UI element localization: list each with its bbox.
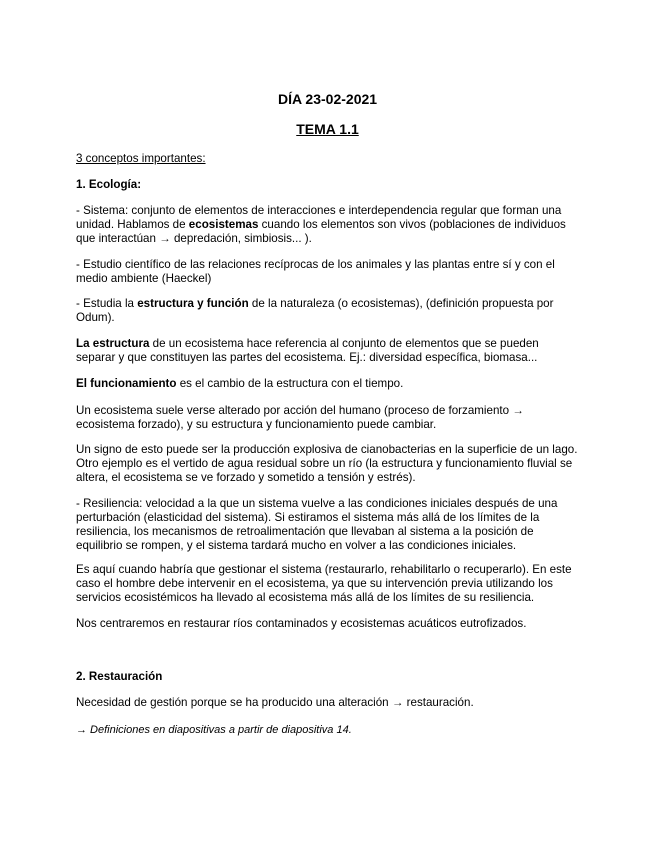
bold-term-estructura-funcion: estructura y función bbox=[137, 297, 249, 310]
paragraph-rios: Nos centraremos en restaurar ríos contaminados y ecosistemas acuáticos eutrofizados. bbox=[76, 617, 527, 630]
paragraph-estructura bbox=[76, 337, 581, 365]
section-heading-restauracion bbox=[76, 670, 581, 684]
document-date: DÍA 23-02-2021 bbox=[277, 91, 378, 107]
note-diapositivas: → Definiciones en diapositivas a partir de diapositiva 14. bbox=[76, 724, 352, 736]
paragraph-forzamiento: Un ecosistema suele verse alterado por acción del humano (proceso de forzamiento → ecosistema forzado), y su estructura y funcionamiento puede cambiar. bbox=[76, 404, 524, 431]
paragraph-gestion: Es aquí cuando habría que gestionar el sistema (restaurarlo, rehabilitarlo o recuperarlo). En este caso el hombre debe intervenir en el ecosistema, ya que su intervención previa utilizando los servicios ecosistémicos ha llevado al ecosistema más allá de los límites de su resiliencia. bbox=[76, 563, 572, 604]
bold-term-ecosistemas: ecosistemas bbox=[188, 218, 259, 231]
paragraph-necesidad: Necesidad de gestión porque se ha producido una alteración → restauración. bbox=[76, 696, 474, 709]
text-run: es el cambio de la estructura con el tiempo. bbox=[176, 377, 404, 390]
section-heading-ecologia bbox=[76, 178, 581, 192]
bold-term-funcionamiento: El funcionamiento bbox=[76, 377, 177, 390]
paragraph-haeckel: - Estudio científico de las relaciones recíprocas de los animales y las plantas entre sí y con el medio ambiente (Haeckel) bbox=[76, 258, 555, 285]
paragraph-odum bbox=[76, 297, 581, 325]
text-run: de un ecosistema hace referencia al conjunto de elementos que se pueden separar y que constituyen las partes del ecosistema. Ej.: diversidad específica, biomasa... bbox=[76, 337, 539, 364]
paragraph-cianobacterias: Un signo de esto puede ser la producción explosiva de cianobacterias en la superficie de un lago. Otro ejemplo es el vertido de agua residual sobre un río (la estructura y funcionamiento fluvial se altera, el ecosistema se ve forzado y sometido a tensión y estrés). bbox=[76, 443, 578, 484]
text-run: de la naturaleza (o ecosistemas), (definición propuesta por Odum). bbox=[76, 297, 554, 324]
document-title: TEMA 1.1 bbox=[296, 121, 359, 137]
text-run: cuando los elementos son vivos (poblaciones de individuos que interactúan → depredación, simbiosis... ). bbox=[76, 218, 566, 245]
bold-term-estructura: La estructura bbox=[76, 337, 150, 350]
text-run: - Sistema: conjunto de elementos de interacciones e interdependencia regular que forman una unidad. Hablamos de bbox=[76, 204, 562, 231]
section-heading-text: 2. Restauración bbox=[76, 670, 163, 683]
paragraph-resiliencia: - Resiliencia: velocidad a la que un sistema vuelve a las condiciones iniciales después de una perturbación (elasticidad del sistema). Si estiramos el sistema más allá de los límites de la resiliencia, los mecanismos de retroalimentación que llevaban al sistema a la posición de equilibrio se rompen, y el sistema tardará mucho en volver a las condiciones iniciales. bbox=[76, 497, 558, 552]
intro-line: 3 conceptos importantes: bbox=[76, 152, 206, 165]
section-heading-text: 1. Ecología: bbox=[76, 178, 142, 191]
paragraph-sistema bbox=[76, 204, 581, 246]
paragraph-funcionamiento bbox=[76, 377, 581, 391]
text-run: - Estudia la bbox=[76, 297, 138, 310]
